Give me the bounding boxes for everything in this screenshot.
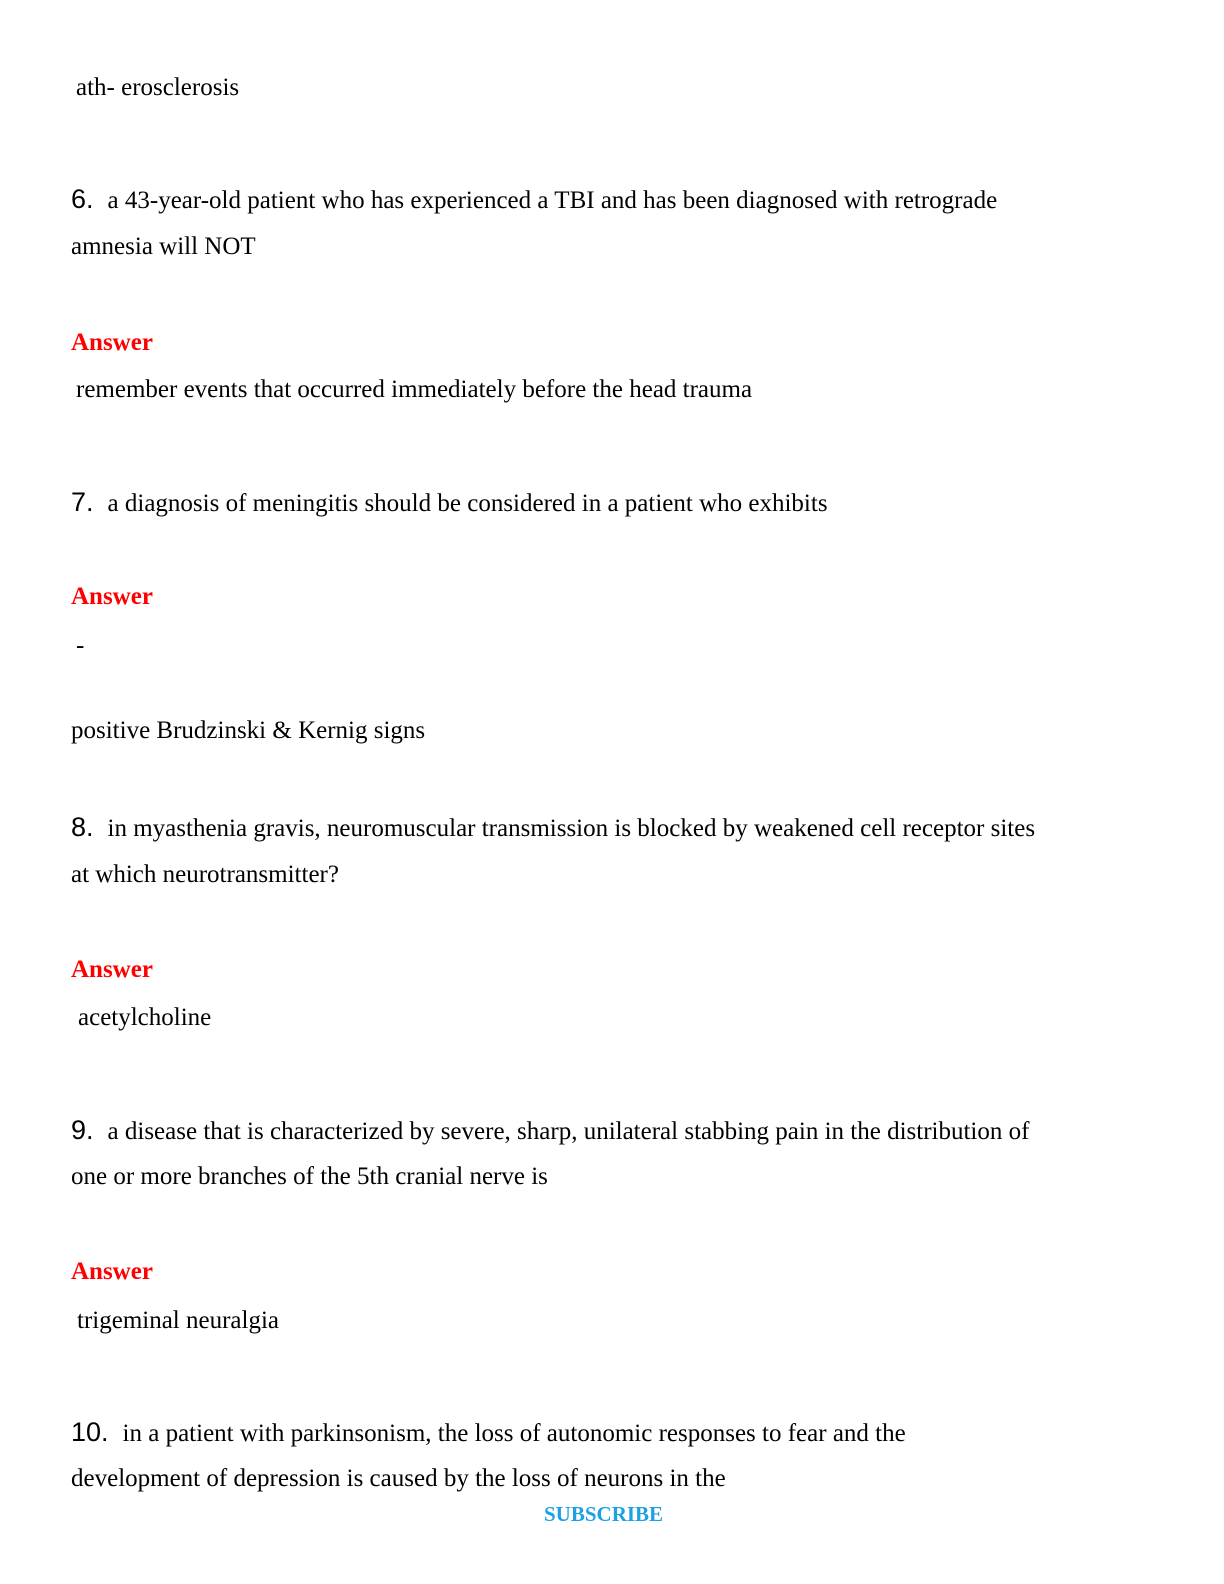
question-7-answer-dash: - — [76, 632, 85, 659]
question-6-line-2: amnesia will NOT — [71, 233, 256, 260]
question-7-answer: positive Brudzinski & Kernig signs — [71, 717, 426, 744]
question-10-text: in a patient with parkinsonism, the loss of autonomic responses to fear and the — [122, 1420, 906, 1447]
question-9-line-2: one or more branches of the 5th cranial nerve is — [71, 1163, 548, 1190]
question-10-number: 10. — [71, 1417, 109, 1447]
question-8-answer: acetylcholine — [78, 1004, 212, 1031]
question-8-number: 8. — [71, 812, 94, 842]
question-8-line-2: at which neurotransmitter? — [71, 861, 339, 888]
question-7-line-1 — [71, 478, 828, 528]
question-8-line-1 — [71, 803, 1035, 853]
question-8-text: in myasthenia gravis, neuromuscular transmission is blocked by weakened cell receptor sites — [107, 815, 1036, 842]
question-9-line-1 — [71, 1106, 1029, 1156]
question-6-text: a 43-year-old patient who has experienced a TBI and has been diagnosed with retrograde — [107, 187, 998, 214]
question-7-number: 7. — [71, 487, 94, 517]
question-8-answer-label: Answer — [71, 956, 153, 983]
subscribe-link[interactable]: SUBSCRIBE — [544, 1502, 664, 1526]
question-6-line-1 — [71, 175, 997, 225]
question-6-number: 6. — [71, 184, 94, 214]
question-7-text: a diagnosis of meningitis should be considered in a patient who exhibits — [107, 490, 828, 517]
question-10-line-1 — [71, 1408, 906, 1458]
question-9-number: 9. — [71, 1115, 94, 1145]
question-6-answer-label: Answer — [71, 329, 153, 356]
question-7-answer-label: Answer — [71, 583, 153, 610]
question-9-answer: trigeminal neuralgia — [77, 1307, 280, 1334]
previous-answer-tail: ath- erosclerosis — [76, 74, 240, 101]
question-9-answer-label: Answer — [71, 1258, 153, 1285]
question-9-text: a disease that is characterized by severe, sharp, unilateral stabbing pain in the distribution of — [107, 1118, 1030, 1145]
question-10-line-2: development of depression is caused by the loss of neurons in the — [71, 1465, 726, 1492]
question-6-answer: remember events that occurred immediately before the head trauma — [76, 376, 753, 403]
